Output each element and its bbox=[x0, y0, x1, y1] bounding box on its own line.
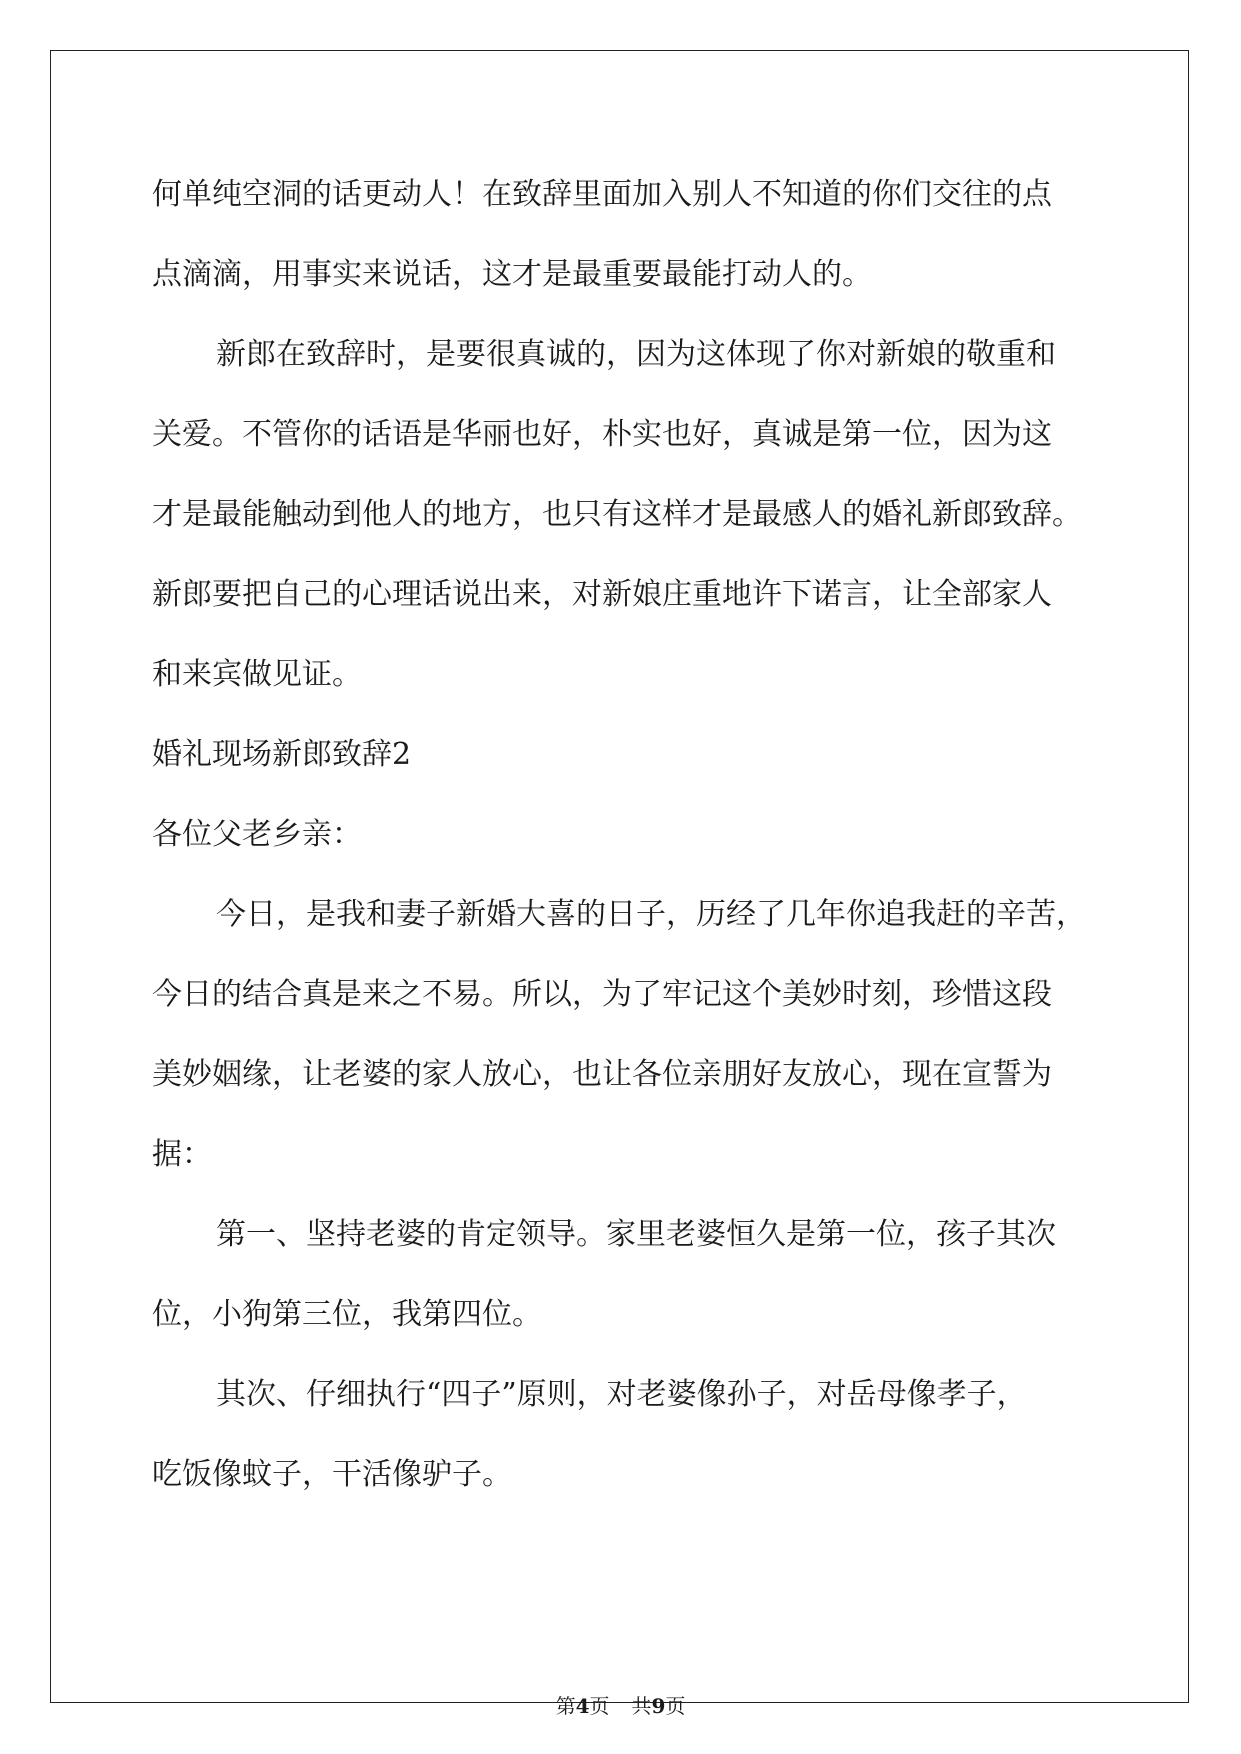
text-line: 关爱。不管你的话语是华丽也好，朴实也好，真诚是第一位，因为这 bbox=[152, 417, 1052, 452]
page-prefix: 第 bbox=[555, 1694, 576, 1718]
text-line: 位，小狗第三位，我第四位。 bbox=[152, 1297, 542, 1332]
text-line: 新郎要把自己的心理话说出来，对新娘庄重地许下诺言，让全部家人 bbox=[152, 577, 1052, 612]
text-line: 吃饭像蚊子，干活像驴子。 bbox=[152, 1457, 512, 1492]
text-line: 今日，是我和妻子新婚大喜的日子，历经了几年你追我赶的辛苦， bbox=[216, 897, 1086, 932]
text-line: 据： bbox=[152, 1137, 212, 1172]
text-line: 美妙姻缘，让老婆的家人放心，也让各位亲朋好友放心，现在宣誓为 bbox=[152, 1057, 1052, 1092]
text-line: 新郎在致辞时，是要很真诚的，因为这体现了你对新娘的敬重和 bbox=[216, 337, 1056, 372]
total-suffix: 页 bbox=[665, 1694, 686, 1718]
total-prefix: 共 bbox=[631, 1694, 652, 1718]
text-line: 其次、仔细执行“四子”原则，对老婆像孙子，对岳母像孝子， bbox=[216, 1377, 1027, 1412]
text-line: 才是最能触动到他人的地方，也只有这样才是最感人的婚礼新郎致辞。 bbox=[152, 497, 1082, 532]
section-heading: 婚礼现场新郎致辞2 bbox=[152, 737, 412, 772]
text-line: 今日的结合真是来之不易。所以，为了牢记这个美妙时刻，珍惜这段 bbox=[152, 977, 1052, 1012]
document-body bbox=[152, 155, 1092, 1515]
page-suffix: 页 bbox=[589, 1694, 610, 1718]
total-page-count: 9 bbox=[651, 1694, 666, 1718]
text-line: 和来宾做见证。 bbox=[152, 657, 362, 692]
current-page-number: 4 bbox=[575, 1694, 590, 1718]
page-footer bbox=[0, 1694, 1241, 1718]
text-line: 第一、坚持老婆的肯定领导。家里老婆恒久是第一位，孩子其次 bbox=[216, 1217, 1056, 1252]
text-line: 点滴滴，用事实来说话，这才是最重要最能打动人的。 bbox=[152, 257, 872, 292]
salutation: 各位父老乡亲： bbox=[152, 817, 362, 852]
text-line: 何单纯空洞的话更动人！在致辞里面加入别人不知道的你们交往的点 bbox=[152, 177, 1052, 212]
